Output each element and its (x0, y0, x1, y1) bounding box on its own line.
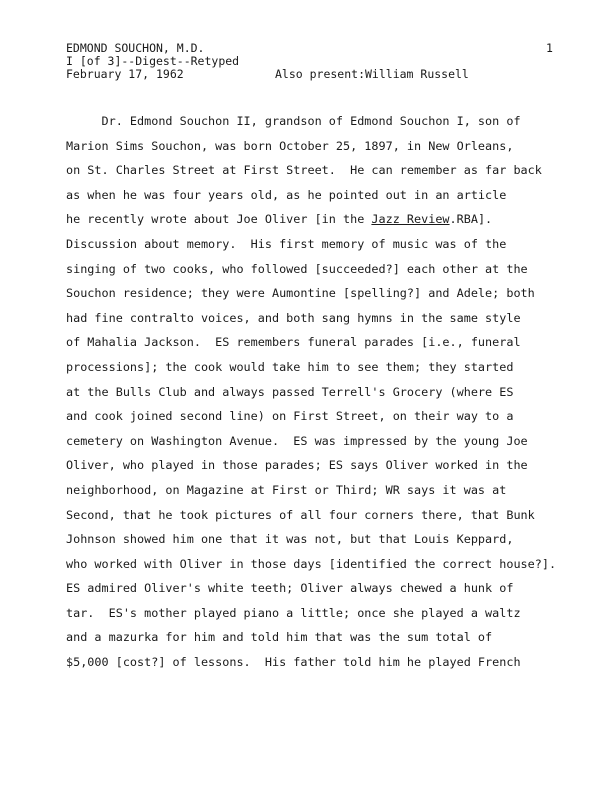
body-line: Discussion about memory. His first memory of music was of the (66, 236, 507, 251)
header-also-present: Also present:William Russell (275, 67, 469, 81)
body-line: Second, that he took pictures of all four corners there, that Bunk (66, 507, 535, 522)
body-line: ES admired Oliver's white teeth; Oliver always chewed a hunk of (66, 581, 514, 596)
citation-journal: Jazz Review (371, 212, 450, 227)
body-line: Marion Sims Souchon, was born October 25, 1897, in New Orleans, (66, 138, 514, 153)
citation-lead: he recently wrote about Joe Oliver [in the (66, 212, 372, 227)
page-number: 1 (546, 41, 553, 55)
body-line: tar. ES's mother played piano a little; once she played a waltz (66, 605, 521, 620)
body-line: and a mazurka for him and told him that was the sum total of (66, 630, 493, 645)
body-line: singing of two cooks, who followed [succeeded?] each other at the (66, 261, 528, 276)
body-line: of Mahalia Jackson. ES remembers funeral parades [i.e., funeral (66, 335, 521, 350)
body-line: Dr. Edmond Souchon II, grandson of Edmond Souchon I, son of (66, 114, 521, 128)
body-line: had fine contralto voices, and both sang hymns in the same style (66, 310, 521, 325)
body-line: Oliver, who played in those parades; ES says Oliver worked in the (66, 458, 528, 473)
body-line: $5,000 [cost?] of lessons. His father told him he played French (66, 655, 521, 670)
body-line: who worked with Oliver in those days [identified the correct house?]. (66, 556, 557, 571)
header-reel: I [of 3]--Digest--Retyped (66, 54, 240, 68)
body-line: as when he was four years old, as he pointed out in an article (66, 187, 507, 202)
header-date: February 17, 1962 (66, 67, 184, 81)
body-line: at the Bulls Club and always passed Terrell's Grocery (where ES (66, 384, 514, 399)
body-line: Johnson showed him one that it was not, but that Louis Keppard, (66, 532, 514, 547)
body-line: processions]; the cook would take him to see them; they started (66, 359, 514, 374)
header-author: EDMOND SOUCHON, M.D. (66, 41, 205, 55)
body-line: on St. Charles Street at First Street. He can remember as far back (66, 163, 542, 178)
body-line: neighborhood, on Magazine at First or Third; WR says it was at (66, 482, 507, 497)
body-line: Souchon residence; they were Aumontine [spelling?] and Adele; both (66, 286, 535, 301)
citation-tail: .RBA]. (449, 212, 493, 227)
body-line-citation (66, 207, 556, 232)
body-text (66, 109, 556, 675)
body-line: cemetery on Washington Avenue. ES was impressed by the young Joe (66, 433, 528, 448)
body-line: and cook joined second line) on First Street, on their way to a (66, 409, 514, 424)
